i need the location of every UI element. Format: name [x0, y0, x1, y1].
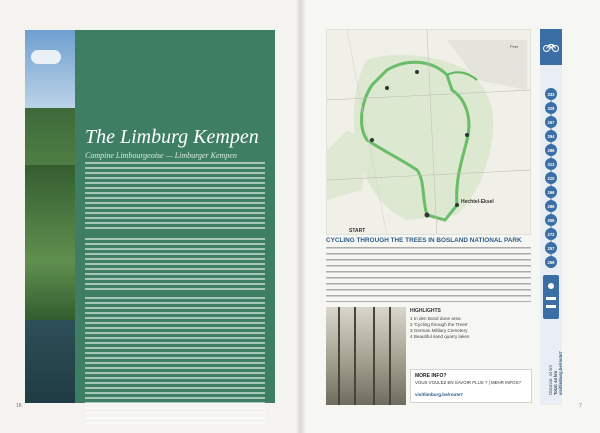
highlights-box	[410, 308, 532, 340]
intro-text-german	[85, 297, 265, 425]
bicycle-icon-box	[540, 29, 562, 65]
page-number-left: 18	[16, 403, 22, 409]
map-town-label-2: Peer	[510, 44, 519, 49]
highlights-heading: HIGHLIGHTS	[410, 308, 441, 314]
route-node: 272	[545, 228, 557, 240]
intro-panel	[75, 30, 275, 403]
route-map	[326, 29, 531, 235]
page-gutter	[296, 0, 306, 433]
intro-text-english	[85, 162, 265, 232]
route-node: 259	[545, 256, 557, 268]
route-node: 394	[545, 130, 557, 142]
map-start-label: START	[349, 228, 366, 234]
more-info-title: MORE INFO?	[415, 373, 447, 379]
route-node: 267	[545, 116, 557, 128]
intro-text-french	[85, 238, 265, 293]
highlight-item: 4 Beautiful sand quarry lakes	[410, 334, 470, 339]
route-node: 220	[545, 172, 557, 184]
route-node: 266	[545, 186, 557, 198]
more-info-subtitle: VOUS VOULEZ EN SAVOIR PLUS ? | MEHR INFOS?	[415, 380, 521, 385]
sidebar-link[interactable]: visitlimburg.be/route7	[558, 351, 563, 395]
more-info-link[interactable]: visitlimburg.be/route7	[415, 392, 463, 397]
bicycle-icon	[543, 42, 559, 52]
cycle-node-sign-icon	[543, 275, 559, 319]
route-node: 257	[545, 242, 557, 254]
page-subtitle: Campine Limbourgeoise — Limburger Kempen	[85, 151, 237, 160]
total-line: Total: 44 km	[553, 370, 558, 395]
distance-line: Distance: 44 km	[548, 364, 553, 395]
landscape-photo	[25, 30, 75, 403]
forest-path-photo	[326, 307, 406, 405]
highlight-item: 3 German Military Cemetery	[410, 328, 468, 333]
more-info-box	[410, 369, 532, 403]
route-node: 255	[545, 214, 557, 226]
route-node: 333	[545, 88, 557, 100]
route-title: CYCLING THROUGH THE TREES IN BOSLAND NATIONAL PARK	[326, 237, 522, 244]
map-town-label: Hechtel-Eksel	[461, 199, 494, 205]
route-node: 286	[545, 200, 557, 212]
route-summary-vertical	[548, 325, 563, 395]
highlight-item: 1 In den Bond dune area	[410, 316, 461, 321]
route-node: 329	[545, 102, 557, 114]
page-number-right: 7	[579, 403, 582, 409]
route-body-text	[326, 247, 531, 302]
route-map-graphic	[327, 30, 531, 235]
page-title: The Limburg Kempen	[85, 126, 259, 148]
route-node: 313	[545, 158, 557, 170]
route-node: 286	[545, 144, 557, 156]
highlight-item: 2 'Cycling through the Trees'	[410, 322, 468, 327]
